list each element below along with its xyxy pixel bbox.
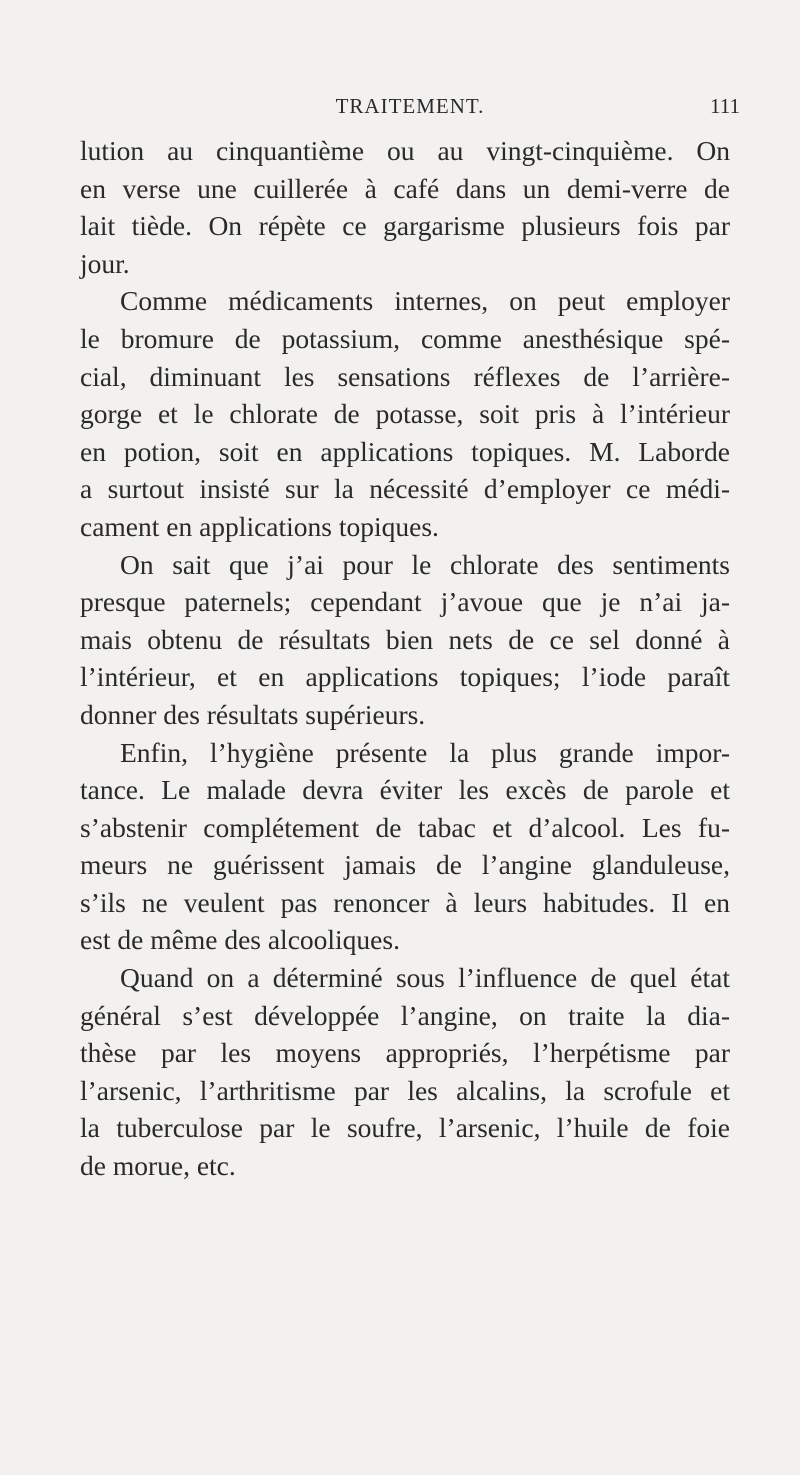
text-line: l’arsenic, l’arthritisme par les alcalins, la scrofule et bbox=[80, 1074, 730, 1106]
text-line: tance. Le malade devra éviter les excès de parole et bbox=[80, 774, 730, 806]
text-line: en verse une cuillerée à café dans un demi-verre de bbox=[80, 172, 730, 204]
text-line: la tuberculose par le soufre, l’arsenic, l’huile de foie bbox=[80, 1112, 730, 1144]
body-text bbox=[80, 132, 730, 1185]
text-line: en potion, soit en applications topiques. M. Laborde bbox=[80, 435, 730, 467]
page-number: 111 bbox=[710, 94, 740, 118]
text-line: meurs ne guérissent jamais de l’angine glanduleuse, bbox=[80, 849, 730, 881]
text-line: lution au cinquantième ou au vingt-cinquième. On bbox=[80, 135, 730, 166]
text-line: cial, diminuant les sensations réflexes de l’arrière- bbox=[80, 360, 730, 392]
text-line: est de même des alcooliques. bbox=[80, 924, 400, 956]
running-title: TRAITEMENT. bbox=[335, 94, 485, 118]
text-line: jour. bbox=[80, 247, 130, 279]
text-line: l’intérieur, et en applications topiques; l’iode paraît bbox=[80, 661, 730, 693]
text-line: Quand on a déterminé sous l’influence de quel état bbox=[120, 962, 730, 994]
text-line: s’abstenir complétement de tabac et d’alcool. Les fu- bbox=[80, 811, 730, 843]
text-line: le bromure de potassium, comme anesthésique spé- bbox=[80, 322, 730, 354]
text-line: général s’est développée l’angine, on traite la dia- bbox=[80, 999, 730, 1031]
running-head bbox=[80, 90, 740, 122]
text-line: gorge et le chlorate de potasse, soit pris à l’intérieur bbox=[80, 398, 730, 430]
text-line: On sait que j’ai pour le chlorate des sentiments bbox=[120, 548, 730, 580]
text-line: mais obtenu de résultats bien nets de ce sel donné à bbox=[80, 623, 730, 655]
text-line: presque paternels; cependant j’avoue que je n’ai ja- bbox=[80, 586, 730, 618]
text-line: s’ils ne veulent pas renoncer à leurs habitudes. Il en bbox=[80, 886, 730, 918]
text-line: Comme médicaments internes, on peut employer bbox=[120, 285, 730, 317]
text-line: de morue, etc. bbox=[80, 1150, 236, 1182]
text-line: thèse par les moyens appropriés, l’herpétisme par bbox=[80, 1037, 730, 1069]
text-line: lait tiède. On répète ce gargarisme plusieurs fois par bbox=[80, 210, 730, 242]
text-line: donner des résultats supérieurs. bbox=[80, 698, 426, 730]
text-line: cament en applications topiques. bbox=[80, 510, 439, 542]
text-line: a surtout insisté sur la nécessité d’employer ce médi- bbox=[80, 473, 730, 505]
text-line: Enfin, l’hygiène présente la plus grande impor- bbox=[120, 736, 730, 768]
